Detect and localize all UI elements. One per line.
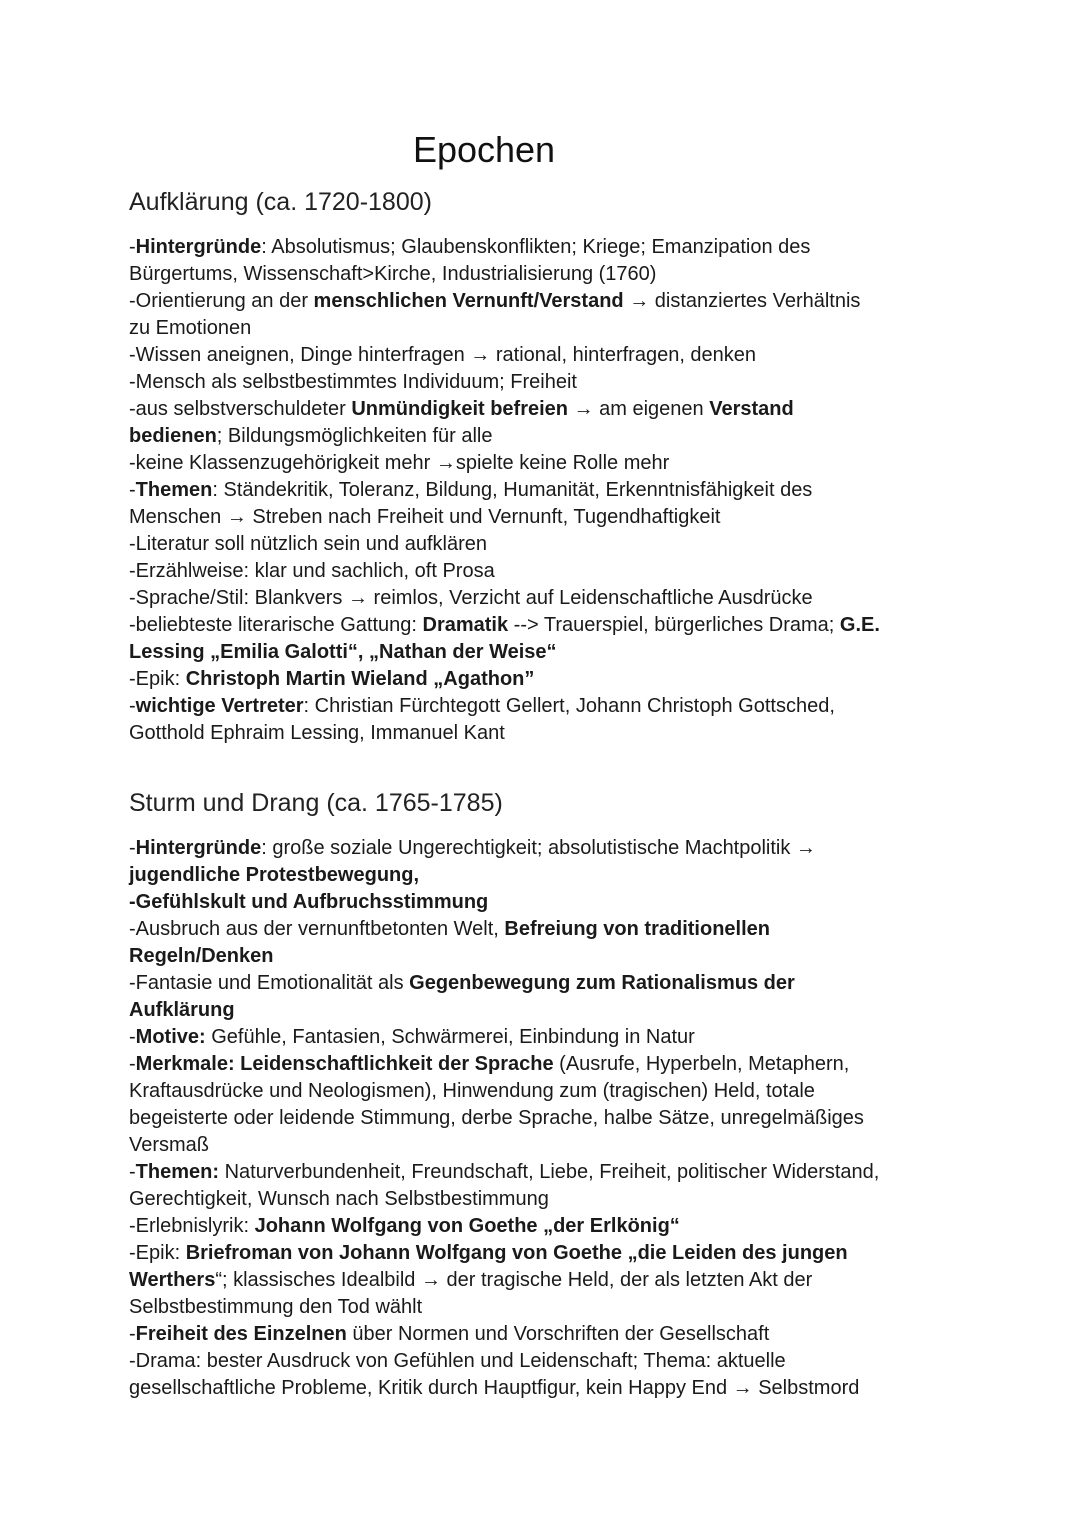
bold-text-segment: Hintergründe bbox=[135, 837, 262, 859]
text-line bbox=[129, 835, 959, 862]
text-line bbox=[129, 477, 959, 504]
bold-text-segment: Befreiung von traditionellen bbox=[504, 918, 770, 940]
bold-text-segment: Regeln/Denken bbox=[129, 945, 274, 967]
text-segment: -keine Klassenzugehörigkeit mehr →spielte keine Rolle mehr bbox=[129, 452, 670, 474]
text-segment: Gotthold Ephraim Lessing, Immanuel Kant bbox=[129, 722, 505, 744]
text-line bbox=[129, 369, 959, 396]
bold-text-segment: G.E. bbox=[839, 614, 880, 636]
text-segment: Selbstbestimmung den Tod wählt bbox=[129, 1296, 423, 1318]
text-line bbox=[129, 1051, 959, 1078]
text-segment: -Orientierung an der bbox=[129, 290, 314, 312]
text-segment: -Epik: bbox=[129, 1242, 186, 1264]
bold-text-segment: Johann Wolfgang von Goethe „der Erlkönig“ bbox=[254, 1215, 680, 1237]
bold-text-segment: Hintergründe bbox=[135, 236, 262, 258]
bold-text-segment: Lessing „Emilia Galotti“, „Nathan der Weise“ bbox=[129, 641, 557, 663]
text-line bbox=[129, 1132, 959, 1159]
text-segment: - bbox=[129, 1323, 136, 1345]
text-line bbox=[129, 504, 959, 531]
text-line bbox=[129, 889, 959, 916]
text-line bbox=[129, 1213, 959, 1240]
text-segment: Menschen → Streben nach Freiheit und Vernunft, Tugendhaftigkeit bbox=[129, 506, 721, 528]
bold-text-segment: Verstand bbox=[709, 398, 794, 420]
page-title: Epochen bbox=[412, 129, 556, 170]
bold-text-segment: Freiheit des Einzelnen bbox=[135, 1323, 347, 1345]
text-segment: begeisterte oder leidende Stimmung, derbe Sprache, halbe Sätze, unregelmäßiges bbox=[129, 1107, 864, 1129]
section-body-sturm-und-drang bbox=[129, 835, 959, 1402]
text-line bbox=[129, 1321, 959, 1348]
text-segment: --> Trauerspiel, bürgerliches Drama; bbox=[508, 614, 840, 636]
text-line bbox=[129, 396, 959, 423]
text-line bbox=[129, 720, 959, 747]
text-line bbox=[129, 970, 959, 997]
text-segment: ; Bildungsmöglichkeiten für alle bbox=[216, 425, 493, 447]
text-segment: (Ausrufe, Hyperbeln, Metaphern, bbox=[553, 1053, 850, 1075]
text-line bbox=[129, 423, 959, 450]
text-segment: : Christian Fürchtegott Gellert, Johann Christoph Gottsched, bbox=[303, 695, 835, 717]
section-heading-sturm-und-drang: Sturm und Drang (ca. 1765-1785) bbox=[129, 789, 503, 817]
text-line bbox=[129, 862, 959, 889]
text-segment: -Ausbruch aus der vernunftbetonten Welt, bbox=[129, 918, 505, 940]
text-segment: -Sprache/Stil: Blankvers → reimlos, Verzicht auf Leidenschaftliche Ausdrücke bbox=[129, 587, 813, 609]
text-segment: -Literatur soll nützlich sein und aufklären bbox=[129, 533, 487, 555]
text-segment: -Wissen aneignen, Dinge hinterfragen → rational, hinterfragen, denken bbox=[129, 344, 757, 366]
text-line bbox=[129, 639, 959, 666]
text-line bbox=[129, 531, 959, 558]
text-line bbox=[129, 693, 959, 720]
text-line bbox=[129, 1348, 959, 1375]
bold-text-segment: jugendliche Protestbewegung, bbox=[129, 864, 420, 886]
text-line bbox=[129, 1105, 959, 1132]
text-segment: Gefühle, Fantasien, Schwärmerei, Einbindung in Natur bbox=[205, 1026, 695, 1048]
text-segment: : Ständekritik, Toleranz, Bildung, Humanität, Erkenntnisfähigkeit des bbox=[212, 479, 813, 501]
text-line bbox=[129, 261, 959, 288]
text-segment: gesellschaftliche Probleme, Kritik durch Hauptfigur, kein Happy End → Selbstmord bbox=[129, 1377, 860, 1399]
bold-text-segment: Themen: bbox=[135, 1161, 220, 1183]
text-line bbox=[129, 666, 959, 693]
text-segment: -aus selbstverschuldeter bbox=[129, 398, 352, 420]
text-segment: -beliebteste literarische Gattung: bbox=[129, 614, 423, 636]
text-segment: -Mensch als selbstbestimmtes Individuum; Freiheit bbox=[129, 371, 577, 393]
text-line bbox=[129, 585, 959, 612]
text-segment: - bbox=[129, 1026, 136, 1048]
text-segment: Gerechtigkeit, Wunsch nach Selbstbestimmung bbox=[129, 1188, 549, 1210]
bold-text-segment: -Gefühlskult und Aufbruchsstimmung bbox=[129, 891, 489, 913]
text-segment: - bbox=[129, 695, 136, 717]
text-line bbox=[129, 450, 959, 477]
text-segment: Versmaß bbox=[129, 1134, 210, 1156]
text-line bbox=[129, 1267, 959, 1294]
bold-text-segment: Christoph Martin Wieland „Agathon” bbox=[185, 668, 535, 690]
text-segment: Kraftausdrücke und Neologismen), Hinwendung zum (tragischen) Held, totale bbox=[129, 1080, 815, 1102]
text-line bbox=[129, 1024, 959, 1051]
bold-text-segment: Gegenbewegung zum Rationalismus der bbox=[409, 972, 795, 994]
text-segment: -Erzählweise: klar und sachlich, oft Prosa bbox=[129, 560, 495, 582]
text-segment: - bbox=[129, 837, 136, 859]
text-segment: - bbox=[129, 1053, 136, 1075]
text-segment: - bbox=[129, 1161, 136, 1183]
text-segment: -Erlebnislyrik: bbox=[129, 1215, 255, 1237]
text-segment: Naturverbundenheit, Freundschaft, Liebe, Freiheit, politischer Widerstand, bbox=[219, 1161, 880, 1183]
bold-text-segment: Aufklärung bbox=[129, 999, 235, 1021]
text-line bbox=[129, 342, 959, 369]
text-line bbox=[129, 997, 959, 1024]
text-segment: : Absolutismus; Glaubenskonflikten; Kriege; Emanzipation des bbox=[261, 236, 811, 258]
bold-text-segment: Dramatik bbox=[422, 614, 509, 636]
text-segment: -Epik: bbox=[129, 668, 186, 690]
section-heading-aufklaerung: Aufklärung (ca. 1720-1800) bbox=[129, 188, 432, 216]
text-segment: → distanziertes Verhältnis bbox=[623, 290, 861, 312]
text-segment: - bbox=[129, 479, 136, 501]
text-segment: - bbox=[129, 236, 136, 258]
text-segment: über Normen und Vorschriften der Gesellschaft bbox=[346, 1323, 770, 1345]
text-line bbox=[129, 1375, 959, 1402]
bold-text-segment: wichtige Vertreter bbox=[135, 695, 304, 717]
bold-text-segment: Themen bbox=[135, 479, 213, 501]
text-segment: -Drama: bester Ausdruck von Gefühlen und Leidenschaft; Thema: aktuelle bbox=[129, 1350, 786, 1372]
text-segment: “; klassisches Idealbild → der tragische Held, der als letzten Akt der bbox=[215, 1269, 813, 1291]
text-segment: zu Emotionen bbox=[129, 317, 252, 339]
section-body-aufklaerung bbox=[129, 234, 959, 747]
text-line bbox=[129, 1294, 959, 1321]
text-line bbox=[129, 558, 959, 585]
bold-text-segment: Unmündigkeit befreien bbox=[351, 398, 569, 420]
text-line bbox=[129, 1078, 959, 1105]
bold-text-segment: bedienen bbox=[129, 425, 217, 447]
text-line bbox=[129, 943, 959, 970]
text-segment: : große soziale Ungerechtigkeit; absolutistische Machtpolitik → bbox=[261, 837, 816, 859]
bold-text-segment: Motive: bbox=[135, 1026, 206, 1048]
text-segment: Bürgertums, Wissenschaft>Kirche, Industrialisierung (1760) bbox=[129, 263, 657, 285]
bold-text-segment: Briefroman von Johann Wolfgang von Goethe „die Leiden des jungen bbox=[185, 1242, 848, 1264]
text-line bbox=[129, 234, 959, 261]
text-segment: → am eigenen bbox=[568, 398, 710, 420]
bold-text-segment: Merkmale: Leidenschaftlichkeit der Sprache bbox=[135, 1053, 554, 1075]
text-line bbox=[129, 288, 959, 315]
text-line bbox=[129, 1159, 959, 1186]
text-line bbox=[129, 612, 959, 639]
text-line bbox=[129, 916, 959, 943]
bold-text-segment: menschlichen Vernunft/Verstand bbox=[313, 290, 624, 312]
bold-text-segment: Werthers bbox=[129, 1269, 216, 1291]
text-segment: -Fantasie und Emotionalität als bbox=[129, 972, 410, 994]
text-line bbox=[129, 315, 959, 342]
text-line bbox=[129, 1186, 959, 1213]
text-line bbox=[129, 1240, 959, 1267]
